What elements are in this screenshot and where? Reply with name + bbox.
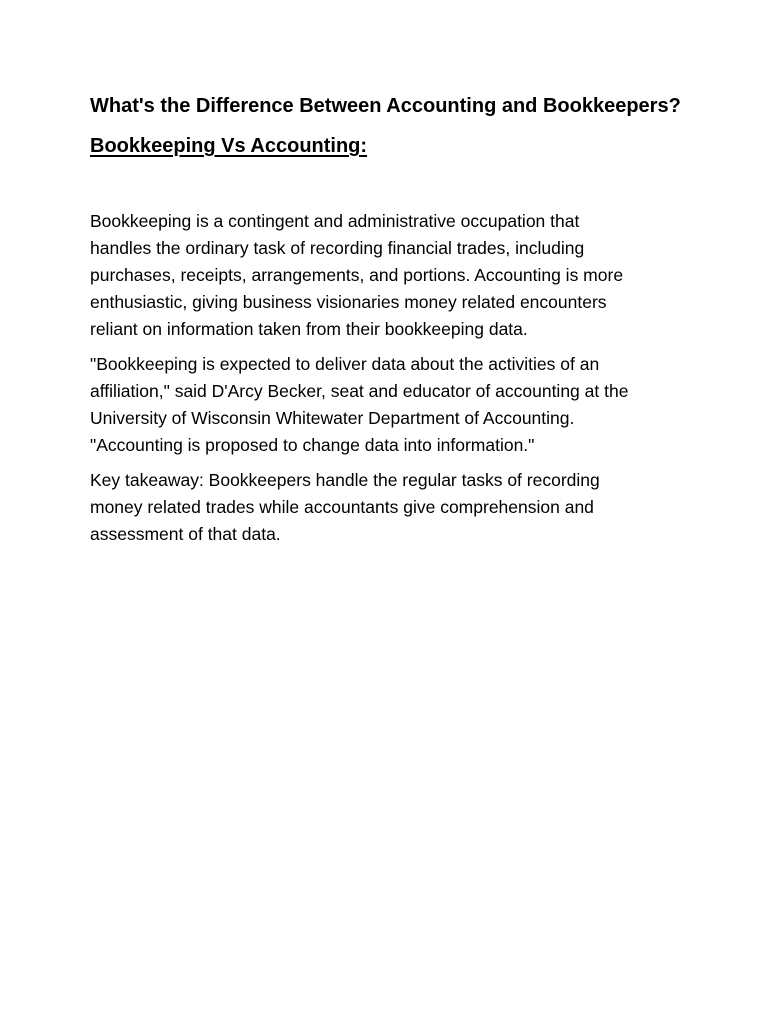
text-line: reliant on information taken from their bookkeeping data. xyxy=(90,319,528,339)
paragraph-takeaway xyxy=(90,467,690,548)
paragraph-quote xyxy=(90,351,690,459)
document-title: What's the Difference Between Accounting and Bookkeepers? xyxy=(90,95,681,117)
paragraph-list xyxy=(90,208,690,548)
text-line: handles the ordinary task of recording financial trades, including xyxy=(90,238,585,258)
text-line: Bookkeeping is a contingent and administrative occupation that xyxy=(90,211,580,231)
text-line: "Accounting is proposed to change data into information." xyxy=(90,435,535,455)
text-line: enthusiastic, giving business visionaries money related encounters xyxy=(90,292,607,312)
text-line: assessment of that data. xyxy=(90,524,281,544)
document-subtitle: Bookkeeping Vs Accounting: xyxy=(90,135,368,157)
text-line: Key takeaway: Bookkeepers handle the regular tasks of recording xyxy=(90,470,600,490)
text-line: University of Wisconsin Whitewater Department of Accounting. xyxy=(90,408,575,428)
document-body xyxy=(90,92,690,556)
text-line: "Bookkeeping is expected to deliver data about the activities of an xyxy=(90,354,600,374)
text-line: purchases, receipts, arrangements, and portions. Accounting is more xyxy=(90,265,624,285)
text-line: affiliation," said D'Arcy Becker, seat and educator of accounting at the xyxy=(90,381,629,401)
paragraph-intro xyxy=(90,208,690,343)
text-line: money related trades while accountants give comprehension and xyxy=(90,497,594,517)
